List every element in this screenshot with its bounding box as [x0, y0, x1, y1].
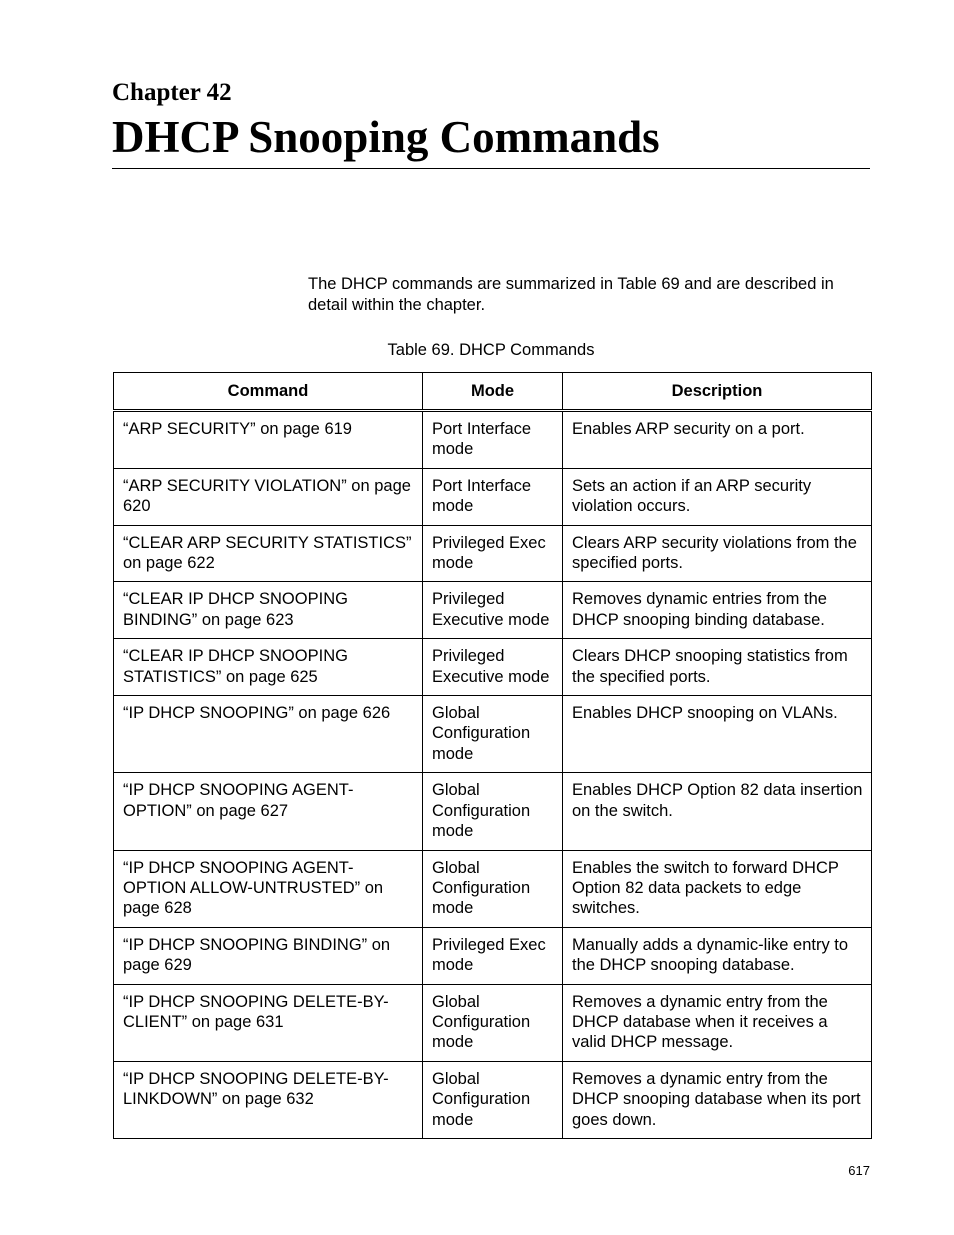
table-header-row	[114, 373, 872, 411]
page-number: 617	[848, 1163, 870, 1178]
command-cell: “ARP SECURITY” on page 619	[114, 411, 423, 469]
mode-cell: Privileged Exec mode	[423, 525, 563, 582]
description-cell: Enables DHCP Option 82 data insertion on the switch.	[563, 773, 872, 850]
mode-cell: Global Configuration mode	[423, 696, 563, 773]
chapter-title: DHCP Snooping Commands	[112, 112, 660, 162]
mode-cell: Privileged Exec mode	[423, 927, 563, 984]
dhcp-commands-table	[113, 372, 872, 1139]
table-row	[114, 582, 872, 639]
description-cell: Enables the switch to forward DHCP Option 82 data packets to edge switches.	[563, 850, 872, 927]
intro-paragraph: The DHCP commands are summarized in Table 69 and are described in detail within the chapter.	[308, 275, 834, 314]
command-cell: “CLEAR ARP SECURITY STATISTICS” on page 622	[114, 525, 423, 582]
mode-cell: Privileged Executive mode	[423, 639, 563, 696]
table-row	[114, 984, 872, 1061]
table-row	[114, 468, 872, 525]
description-cell: Manually adds a dynamic-like entry to the DHCP snooping database.	[563, 927, 872, 984]
command-cell: “CLEAR IP DHCP SNOOPING BINDING” on page 623	[114, 582, 423, 639]
table-row	[114, 850, 872, 927]
table-row	[114, 411, 872, 469]
mode-cell: Global Configuration mode	[423, 984, 563, 1061]
table-row	[114, 773, 872, 850]
table-caption: Table 69. DHCP Commands	[387, 341, 595, 359]
description-cell: Removes a dynamic entry from the DHCP database when it receives a valid DHCP message.	[563, 984, 872, 1061]
column-header-mode: Mode	[423, 373, 563, 411]
command-cell: “IP DHCP SNOOPING DELETE-BY-LINKDOWN” on page 632	[114, 1061, 423, 1138]
command-cell: “ARP SECURITY VIOLATION” on page 620	[114, 468, 423, 525]
table-row	[114, 525, 872, 582]
command-cell: “IP DHCP SNOOPING” on page 626	[114, 696, 423, 773]
column-header-description: Description	[563, 373, 872, 411]
mode-cell: Global Configuration mode	[423, 850, 563, 927]
chapter-label: Chapter 42	[112, 79, 232, 106]
description-cell: Enables ARP security on a port.	[563, 411, 872, 469]
table-row	[114, 1061, 872, 1138]
table-row	[114, 696, 872, 773]
description-cell: Enables DHCP snooping on VLANs.	[563, 696, 872, 773]
mode-cell: Privileged Executive mode	[423, 582, 563, 639]
mode-cell: Port Interface mode	[423, 468, 563, 525]
description-cell: Sets an action if an ARP security violation occurs.	[563, 468, 872, 525]
description-cell: Removes a dynamic entry from the DHCP snooping database when its port goes down.	[563, 1061, 872, 1138]
table-row	[114, 927, 872, 984]
command-cell: “IP DHCP SNOOPING DELETE-BY-CLIENT” on page 631	[114, 984, 423, 1061]
description-cell: Clears DHCP snooping statistics from the specified ports.	[563, 639, 872, 696]
table-row	[114, 639, 872, 696]
mode-cell: Global Configuration mode	[423, 773, 563, 850]
mode-cell: Global Configuration mode	[423, 1061, 563, 1138]
mode-cell: Port Interface mode	[423, 411, 563, 469]
description-cell: Removes dynamic entries from the DHCP snooping binding database.	[563, 582, 872, 639]
description-cell: Clears ARP security violations from the specified ports.	[563, 525, 872, 582]
command-cell: “CLEAR IP DHCP SNOOPING STATISTICS” on page 625	[114, 639, 423, 696]
command-cell: “IP DHCP SNOOPING BINDING” on page 629	[114, 927, 423, 984]
command-cell: “IP DHCP SNOOPING AGENT-OPTION ALLOW-UNTRUSTED” on page 628	[114, 850, 423, 927]
title-rule	[112, 168, 870, 169]
column-header-command: Command	[114, 373, 423, 411]
command-cell: “IP DHCP SNOOPING AGENT-OPTION” on page 627	[114, 773, 423, 850]
